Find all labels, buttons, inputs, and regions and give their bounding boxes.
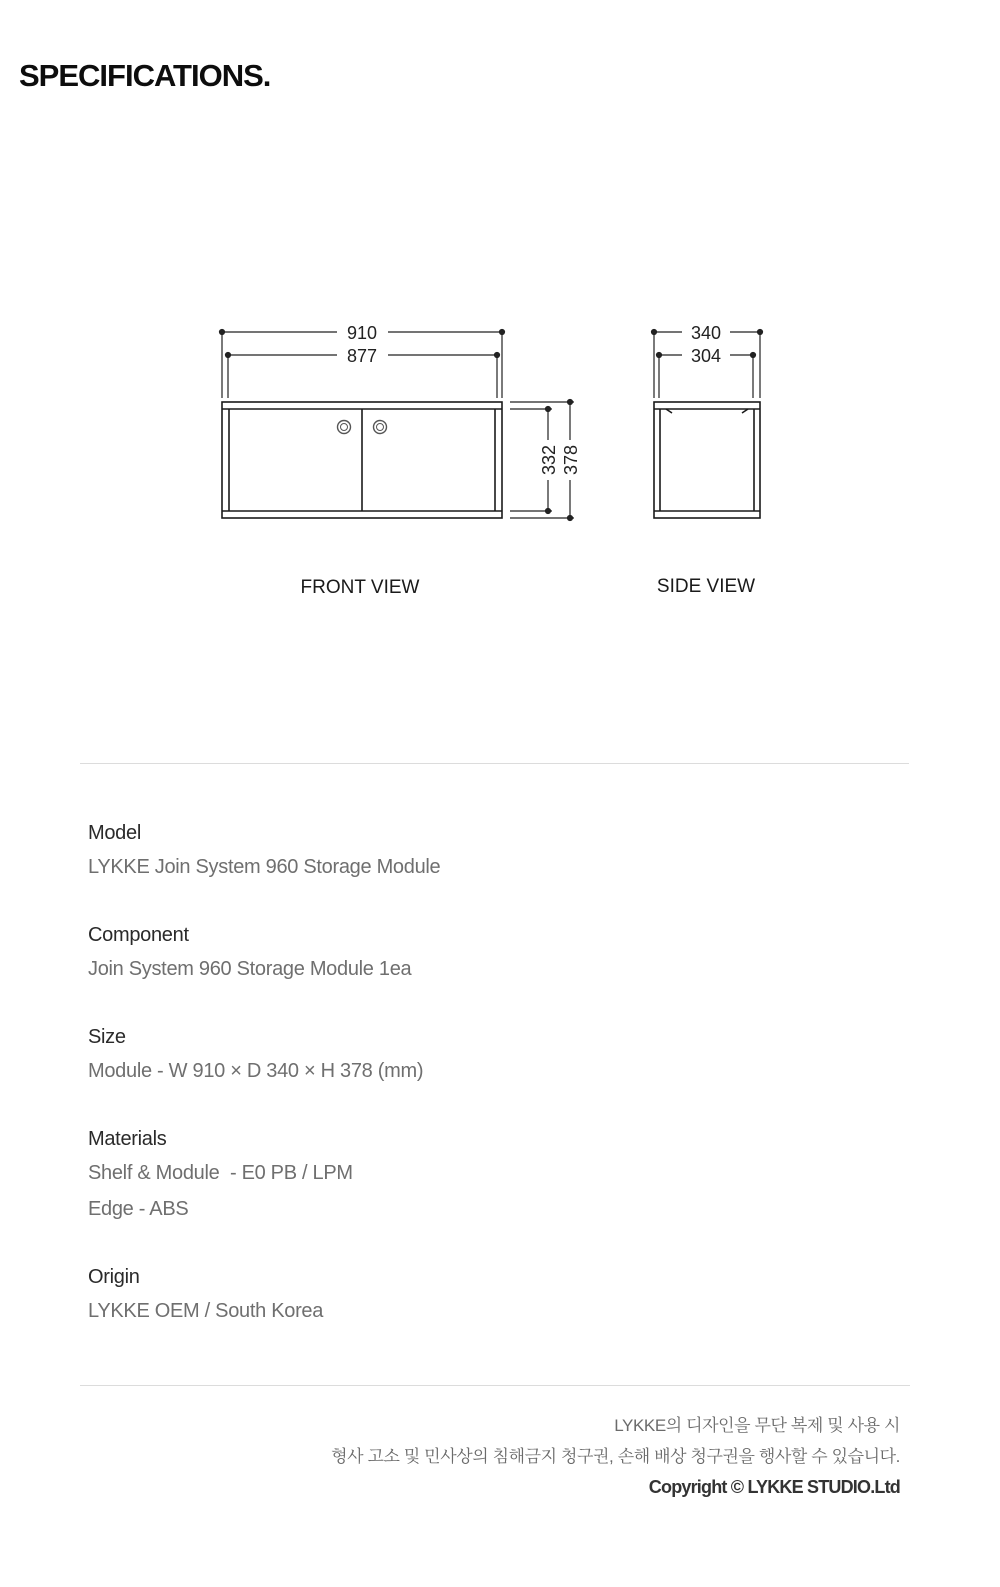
spec-model bbox=[88, 817, 888, 885]
spec-size bbox=[88, 1021, 888, 1089]
specification-list bbox=[88, 817, 888, 1363]
side-depth-inner-label: 304 bbox=[690, 346, 722, 366]
side-depth-outer-label: 340 bbox=[690, 323, 722, 343]
spec-component bbox=[88, 919, 888, 987]
copyright-text: Copyright © LYKKE STUDIO.Ltd bbox=[648, 1477, 900, 1497]
spec-value: LYKKE Join System 960 Storage Module bbox=[88, 856, 441, 878]
front-cabinet-outline bbox=[222, 402, 502, 518]
spec-materials bbox=[88, 1123, 888, 1227]
spec-label: Materials bbox=[88, 1128, 167, 1150]
spec-value: Shelf & Module - E0 PB / LPM bbox=[88, 1162, 353, 1184]
specification-drawing bbox=[0, 300, 1000, 620]
top-divider bbox=[80, 763, 909, 764]
side-cabinet-outline bbox=[654, 402, 760, 518]
legal-notice-line: 형사 고소 및 민사상의 침해금지 청구권, 손해 배상 청구권을 행사할 수 있습니다. bbox=[331, 1447, 900, 1466]
spec-value: Join System 960 Storage Module 1ea bbox=[88, 958, 412, 980]
spec-label: Model bbox=[88, 822, 141, 844]
front-width-inner-label: 877 bbox=[346, 346, 378, 366]
front-height-outer-label: 378 bbox=[561, 444, 581, 476]
spec-label: Origin bbox=[88, 1266, 140, 1288]
side-view-label: SIDE VIEW bbox=[656, 576, 756, 597]
spec-value: LYKKE OEM / South Korea bbox=[88, 1300, 324, 1322]
spec-label: Size bbox=[88, 1026, 126, 1048]
legal-notice bbox=[331, 1410, 900, 1503]
page-title: SPECIFICATIONS. bbox=[19, 58, 271, 93]
spec-origin bbox=[88, 1261, 888, 1329]
legal-notice-line: LYKKE의 디자인을 무단 복제 및 사용 시 bbox=[614, 1416, 900, 1435]
front-view-label: FRONT VIEW bbox=[300, 577, 420, 598]
spec-value: Module - W 910 × D 340 × H 378 (mm) bbox=[88, 1060, 424, 1082]
spec-label: Component bbox=[88, 924, 189, 946]
front-height-inner-label: 332 bbox=[539, 444, 559, 476]
spec-value: Edge - ABS bbox=[88, 1198, 189, 1220]
bottom-divider bbox=[80, 1385, 910, 1386]
front-width-outer-label: 910 bbox=[346, 323, 378, 343]
